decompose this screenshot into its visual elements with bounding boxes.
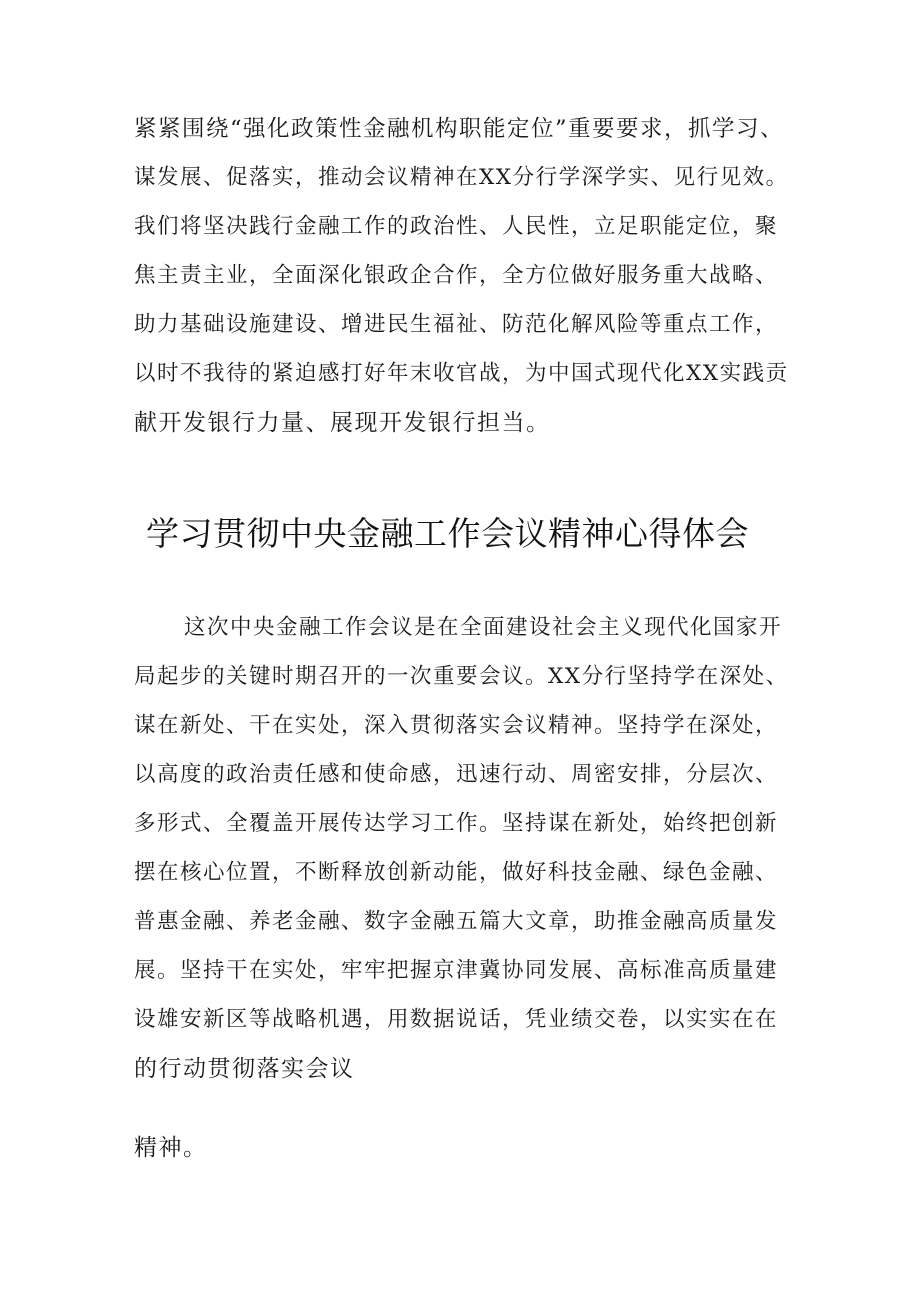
text-line: 这次中央金融工作会议是在全面建设社会主义现代化国家开 [184,615,783,640]
text-line: 献开发银行力量、展现开发银行担当。 [134,410,551,436]
text-line: 以时不我待的紧迫感打好年末收官战，为中国式现代化XX实践贡 [134,361,789,386]
text-line: 焦主责主业，全面深化银政企合作，全方位做好服务重大战略、 [134,263,779,288]
text-line: 以高度的政治责任感和使命感，迅速行动、周密安排，分层次、 [134,762,779,787]
text-line: 展。坚持干在实处，牢牢把握京津冀协同发展、高标准高质量建 [134,958,779,983]
text-line: 我们将坚决践行金融工作的政治性、人民性，立足职能定位，聚 [134,214,779,239]
text-line: 谋发展、促落实，推动会议精神在XX分行学深学实、见行见效。 [134,165,789,190]
text-line: 谋在新处、干在实处，深入贯彻落实会议精神。坚持学在深处， [134,713,779,738]
text-line: 摆在核心位置，不断释放创新动能，做好科技金融、绿色金融、 [134,860,779,885]
text-line: 紧紧围绕“强化政策性金融机构职能定位”重要要求，抓学习、 [134,116,785,142]
text-line: 助力基础设施建设、增进民生福祉、防范化解风险等重点工作， [134,312,779,337]
trailing-text: 精神。 [134,1135,208,1161]
text-line: 普惠金融、养老金融、数字金融五篇大文章，助推金融高质量发 [134,909,779,934]
text-line: 设雄安新区等战略机遇，用数据说话，凭业绩交卷，以实实在在 [134,1007,779,1032]
text-line: 的行动贯彻落实会议 [134,1056,355,1082]
section-title: 学习贯彻中央金融工作会议精神心得体会 [146,514,749,553]
text-line: 局起步的关键时期召开的一次重要会议。XX分行坚持学在深处、 [134,664,789,689]
text-line: 多形式、全覆盖开展传达学习工作。坚持谋在新处，始终把创新 [134,811,779,836]
